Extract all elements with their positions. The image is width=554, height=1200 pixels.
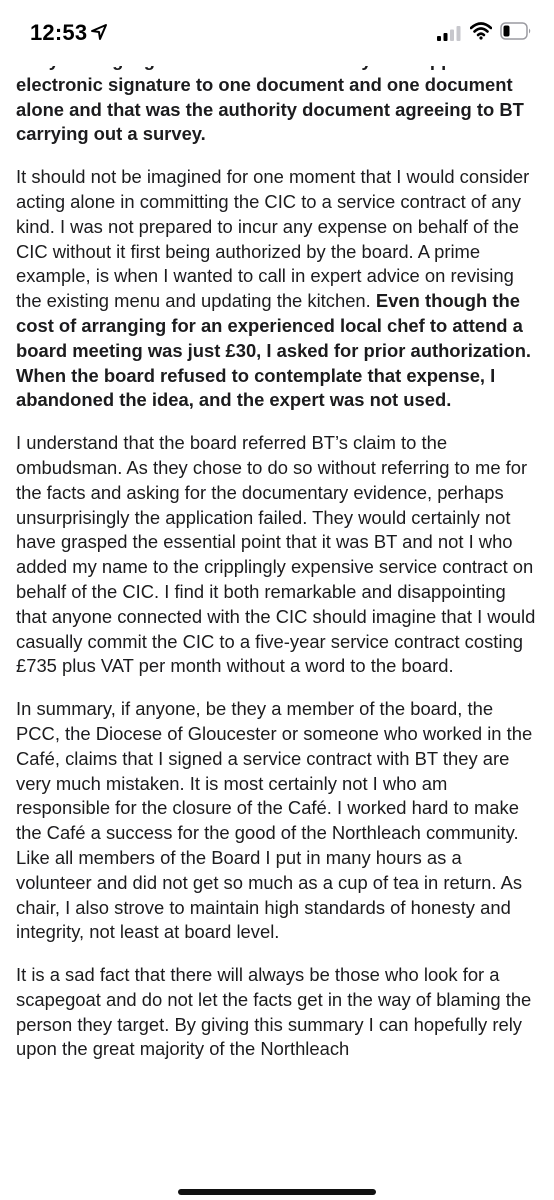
paragraph-3: I understand that the board referred BT’s claim to the ombudsman. As they chose to do so without referring to me for the facts and asking for the documentary evidence, perhaps unsurprisingly the application failed. They would certainly not have grasped the essential point that it was BT and not I who added my name to the cripplingly expensive service contract on behalf of the CIC. I find it both remarkable and disappointing that anyone connected with the CIC should imagine that I would casually commit the CIC to a five-year service contract costing £735 plus VAT per month without a word to the board. [16,432,536,677]
paragraph-2-text: It should not be imagined for one moment that I would consider acting alone in committing the CIC to a service contract of any kind. I was not prepared to incur any expense on behalf of the CIC without it first being authorized by the board. A prime example, is when I wanted to call in expert advice on revising the existing menu and updating the kitchen. [16,166,530,312]
paragraph-1-bold: electronic signature to one document and one document alone and that was the authority document agreeing to BT carrying out a survey. [16,73,524,145]
home-indicator[interactable] [178,1189,376,1195]
paragraph-2-bold: Even though the cost of arranging for an experienced local chef to attend a board meeting was just £30, I asked for prior authorization. When the board refused to contemplate that expense, I abandoned the idea, and the expert was not used. [16,290,532,411]
battery-icon [500,22,532,40]
article-body [16,0,538,1080]
wifi-icon [470,22,492,40]
cellular-signal-icon [437,25,461,41]
paragraph-2 [16,165,538,413]
paragraph-5: It is a sad fact that there will always be those who look for a scapegoat and do not let the facts get in the way of blaming the person they target. By giving this summary I can hopefully rely upon the great majority of the Northleach [16,964,532,1060]
paragraph-4: In summary, if anyone, be they a member of the board, the PCC, the Diocese of Gloucester or someone who worked in the Café, claims that I signed a service contract with BT they are very much mistaken. It is most certainly not I who am responsible for the closure of the Café. I worked hard to make the Café a success for the good of the Northleach community. Like all members of the Board I put in many hours as a volunteer and did not get so much as a cup of tea in return. As chair, I also strove to maintain high standards of honesty and integrity, not least at board level. [16,698,533,943]
status-bar [0,0,554,66]
status-time: 12:53 [30,20,88,45]
location-arrow-icon [90,23,108,41]
